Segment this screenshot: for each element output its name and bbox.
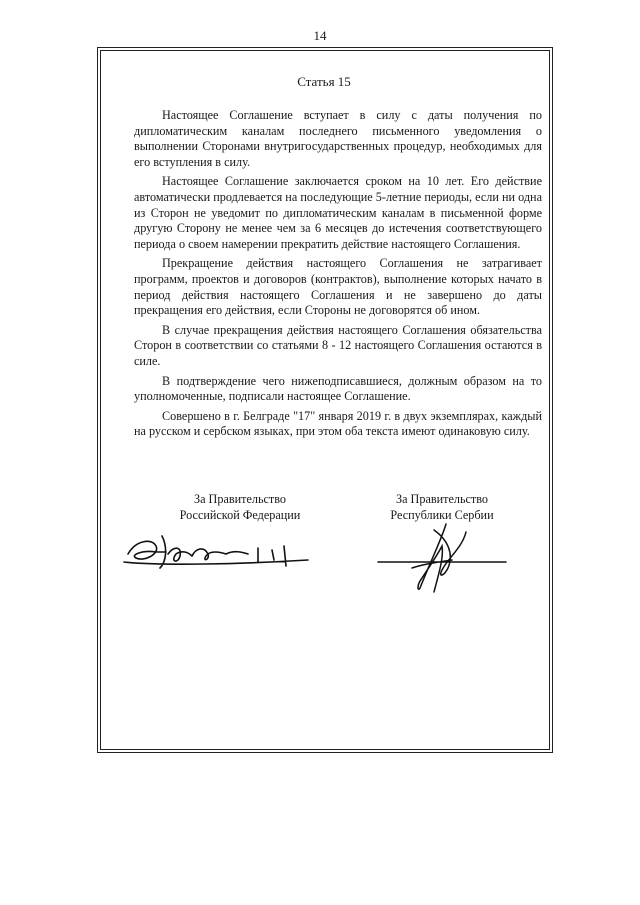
article-title: Статья 15 <box>297 74 351 89</box>
paragraph: Совершено в г. Белграде "17" января 2019 г. в двух экземплярах, каждый на русском и сербском языках, при этом оба текста имеют одинаковую силу. <box>134 408 542 439</box>
paragraph: Настоящее Соглашение заключается сроком на 10 лет. Его действие автоматически продлевается на последующие 5-летние периоды, если ни одна из Сторон не уведомит по дипломатическим каналам в письменной форме другую Сторону не менее чем за 6 месяцев до истечения соответствующего периода о своем намерении прекратить действие настоящего Соглашения. <box>134 174 542 251</box>
paragraph: В подтверждение чего нижеподписавшиеся, должным образом на то уполномоченные, подписали настоящее Соглашение. <box>134 373 542 404</box>
signatory-russia <box>140 492 340 523</box>
page-number: 14 <box>313 28 327 43</box>
paragraph: В случае прекращения действия настоящего Соглашения обязательства Сторон в соответствии со статьями 8 - 12 настоящего Соглашения остаются в силе. <box>134 322 542 368</box>
signature-right <box>372 518 512 598</box>
signatory-country: Российской Федерации <box>179 507 301 522</box>
paragraph: Прекращение действия настоящего Соглашения не затрагивает программ, проектов и договоров (контрактов), выполнение которых начато в период действия настоящего Соглашения и не завершено до даты прекращения его действия, если Стороны не договорятся об ином. <box>134 256 542 318</box>
signatory-line: За Правительство <box>193 492 287 506</box>
article-body <box>134 108 542 444</box>
signatory-country: Республики Сербии <box>390 507 494 522</box>
signature-left <box>122 528 312 573</box>
paragraph: Настоящее Соглашение вступает в силу с даты получения по дипломатическим каналам последнего письменного уведомления о выполнении Сторонами внутригосударственных процедур, необходимых для его вступления в силу. <box>134 108 542 169</box>
signatory-line: За Правительство <box>395 492 489 506</box>
